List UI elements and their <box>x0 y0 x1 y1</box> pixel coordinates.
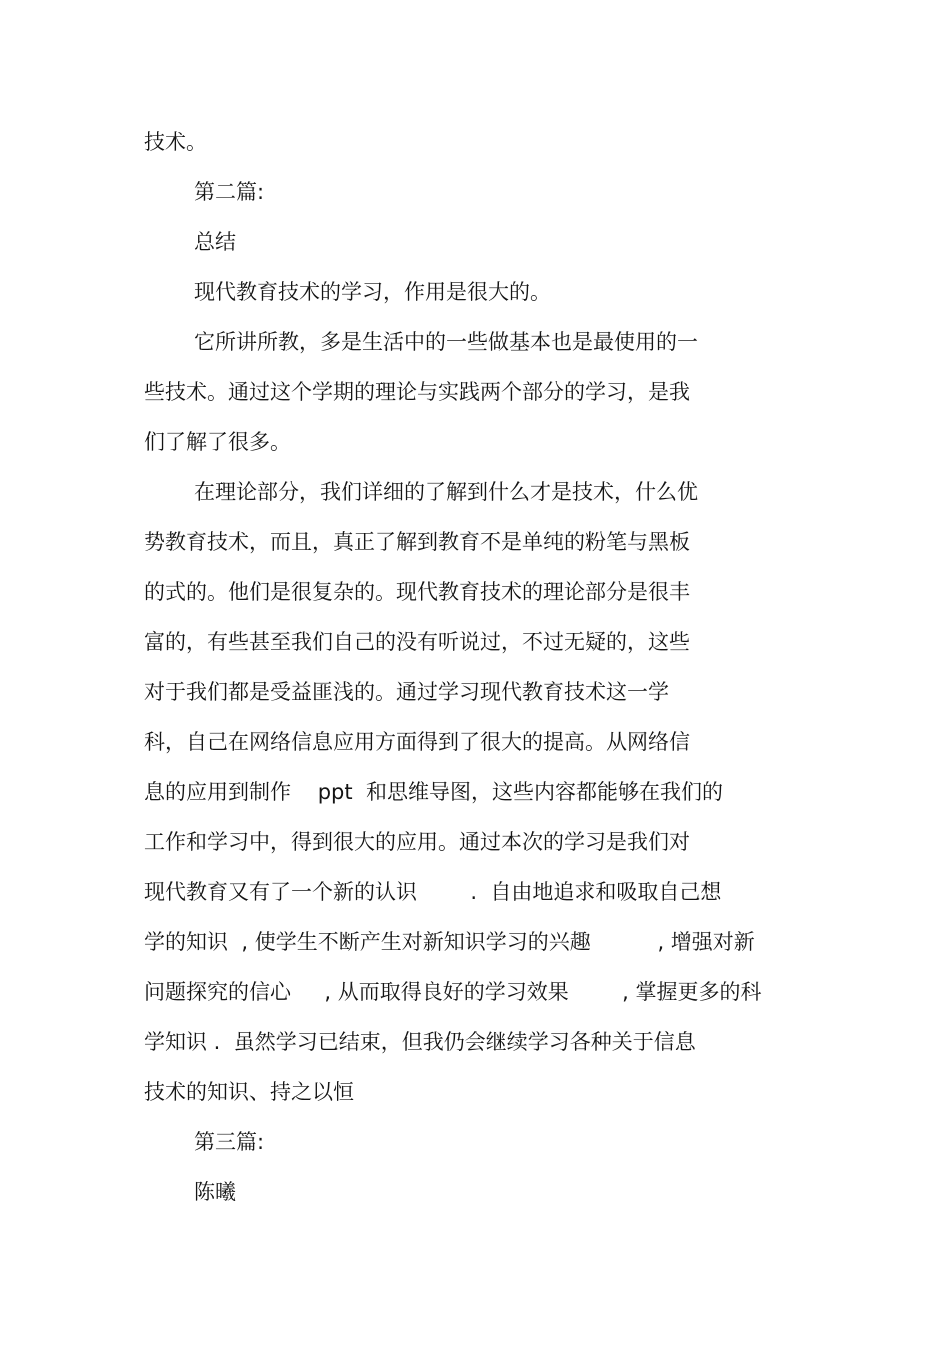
paragraph-first-line: 现代教育技术的学习，作用是很大的。 <box>194 280 551 304</box>
text-line: 工作和学习中，得到很大的应用。通过本次的学习是我们对 <box>144 830 690 854</box>
text-line: 们了解了很多。 <box>144 430 291 454</box>
text-line: 问题探究的信心 , 从而取得良好的学习效果 , 掌握更多的科 <box>144 980 762 1004</box>
text-line: 息的应用到制作 ppt 和思维导图，这些内容都能够在我们的 <box>144 780 723 804</box>
text-line: 对于我们都是受益匪浅的。通过学习现代教育技术这一学 <box>144 680 669 704</box>
text-line: 富的，有些甚至我们自己的没有听说过，不过无疑的，这些 <box>144 630 690 654</box>
text-line: 势教育技术，而且，真正了解到教育不是单纯的粉笔与黑板 <box>144 530 690 554</box>
section-heading: 第二篇: <box>194 180 265 204</box>
author-name: 陈曦 <box>194 1180 236 1204</box>
paragraph-first-line: 在理论部分，我们详细的了解到什么才是技术，什么优 <box>194 480 698 504</box>
text-line: 学的知识 , 使学生不断产生对新知识学习的兴趣 , 增强对新 <box>144 930 755 954</box>
text-line: 技术的知识、持之以恒 <box>144 1080 354 1104</box>
text-line: 现代教育又有了一个新的认识 . 自由地追求和吸取自己想 <box>144 880 722 904</box>
text-line: 些技术。通过这个学期的理论与实践两个部分的学习，是我 <box>144 380 690 404</box>
section-subtitle: 总结 <box>194 230 236 254</box>
text-line: 的式的。他们是很复杂的。现代教育技术的理论部分是很丰 <box>144 580 690 604</box>
section-heading: 第三篇: <box>194 1130 265 1154</box>
text-line: 科，自己在网络信息应用方面得到了很大的提高。从网络信 <box>144 730 690 754</box>
text-line: 学知识 . 虽然学习已结束，但我仍会继续学习各种关于信息 <box>144 1030 696 1054</box>
text-line: 技术。 <box>144 130 207 154</box>
paragraph-first-line: 它所讲所教，多是生活中的一些做基本也是最使用的一 <box>194 330 698 354</box>
